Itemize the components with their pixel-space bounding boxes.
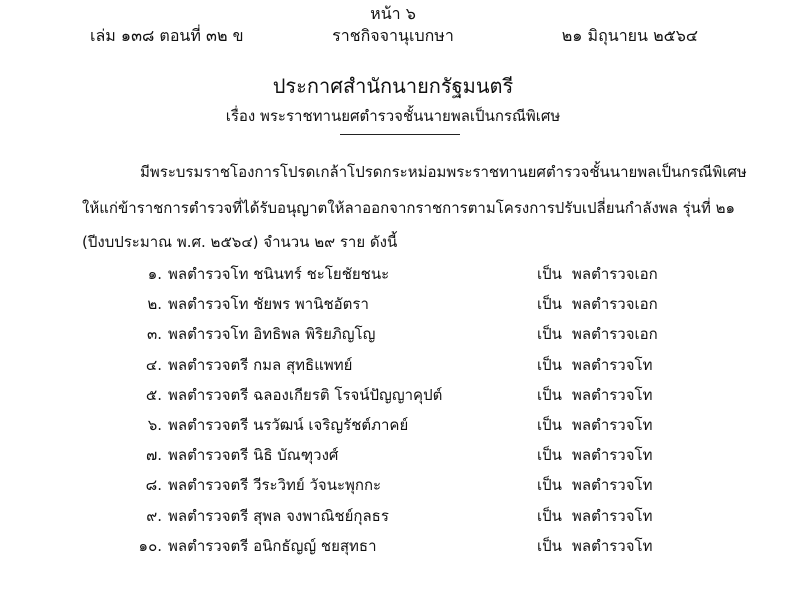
- new-rank: พลตำรวจโท: [572, 446, 653, 465]
- announcement-title: ประกาศสำนักนายกรัฐมนตรี: [272, 74, 514, 98]
- officer-name: พลตำรวจตรี วีระวิทย์ วัจนะพุกกะ: [168, 476, 382, 495]
- promotion-connector: เป็น: [537, 265, 562, 283]
- list-item: [0, 413, 786, 443]
- list-item: [0, 534, 786, 564]
- new-rank: พลตำรวจโท: [572, 416, 653, 434]
- list-item: [0, 292, 786, 322]
- officer-name: พลตำรวจตรี กมล สุทธิแพทย์: [168, 355, 353, 374]
- body-paragraph-3: (ปีงบประมาณ พ.ศ. ๒๕๖๔) จำนวน ๒๙ ราย ดังนี้: [82, 233, 398, 251]
- list-item: [0, 353, 786, 383]
- officer-name: พลตำรวจตรี ฉลองเกียรติ โรจน์ปัญญาคุปต์: [168, 385, 443, 404]
- publication-name: ราชกิจจานุเบกษา: [332, 26, 454, 45]
- list-item-number: ๑.: [147, 265, 162, 283]
- list-item: [0, 504, 786, 534]
- promotion-connector: เป็น: [537, 385, 562, 404]
- officer-name: พลตำรวจโท อิทธิพล พิริยภิญโญ: [168, 325, 376, 344]
- new-rank: พลตำรวจโท: [572, 536, 653, 555]
- list-item: [0, 383, 786, 413]
- promotion-connector: เป็น: [537, 506, 562, 525]
- body-paragraph-2: ให้แก่ข้าราชการตำรวจที่ได้รับอนุญาตให้ลาออกจากราชการตามโครงการปรับเปลี่ยนกำลังพล รุ่นที่ ๒๑: [82, 199, 736, 217]
- officer-name: พลตำรวจโท ชัยพร พานิชอัตรา: [168, 295, 369, 314]
- promotion-connector: เป็น: [537, 476, 562, 495]
- list-item: [0, 322, 786, 352]
- page-number: หน้า ๖: [370, 4, 416, 23]
- new-rank: พลตำรวจโท: [572, 385, 653, 404]
- body-paragraph-1: มีพระบรมราชโองการโปรดเกล้าโปรดกระหม่อมพระราชทานยศตำรวจชั้นนายพลเป็นกรณีพิเศษ: [140, 163, 747, 181]
- promotion-connector: เป็น: [537, 325, 562, 344]
- officer-name: พลตำรวจโท ชนินทร์ ชะโยชัยชนะ: [168, 265, 390, 283]
- new-rank: พลตำรวจโท: [572, 506, 653, 525]
- officer-name: พลตำรวจตรี นิธิ บัณฑุวงศ์: [168, 446, 339, 465]
- volume-issue: เล่ม ๑๓๘ ตอนที่ ๓๒ ข: [90, 26, 244, 45]
- new-rank: พลตำรวจเอก: [572, 325, 658, 344]
- promotion-connector: เป็น: [537, 295, 562, 314]
- officer-name: พลตำรวจตรี อนิกธัญญ์ ชยสุทธา: [168, 536, 377, 555]
- list-item: [0, 473, 786, 503]
- announcement-subject: เรื่อง พระราชทานยศตำรวจชั้นนายพลเป็นกรณีพิเศษ: [225, 107, 561, 125]
- publication-date: ๒๑ มิถุนายน ๒๕๖๔: [561, 26, 698, 45]
- list-item-number: ๘.: [145, 476, 162, 495]
- list-item-number: ๙.: [146, 506, 162, 525]
- promotion-connector: เป็น: [537, 355, 562, 374]
- list-item-number: ๑๐.: [138, 536, 162, 555]
- list-item-number: ๔.: [145, 355, 162, 374]
- list-item-number: ๒.: [147, 295, 162, 314]
- promotion-connector: เป็น: [537, 536, 562, 555]
- list-item-number: ๕.: [145, 385, 162, 404]
- new-rank: พลตำรวจเอก: [572, 295, 658, 314]
- officer-name: พลตำรวจตรี สุพล จงพาณิชย์กุลธร: [168, 506, 389, 525]
- list-item-number: ๓.: [146, 325, 162, 344]
- list-item-number: ๖.: [147, 416, 162, 434]
- officer-name: พลตำรวจตรี นรวัฒน์ เจริญรัชต์ภาคย์: [168, 416, 409, 434]
- new-rank: พลตำรวจโท: [572, 476, 653, 495]
- new-rank: พลตำรวจเอก: [572, 265, 658, 283]
- new-rank: พลตำรวจโท: [572, 355, 653, 374]
- promotion-connector: เป็น: [537, 416, 562, 434]
- promotion-connector: เป็น: [537, 446, 562, 465]
- title-divider: [340, 134, 460, 135]
- list-item: [0, 262, 786, 292]
- list-item: [0, 443, 786, 473]
- list-item-number: ๗.: [145, 446, 162, 465]
